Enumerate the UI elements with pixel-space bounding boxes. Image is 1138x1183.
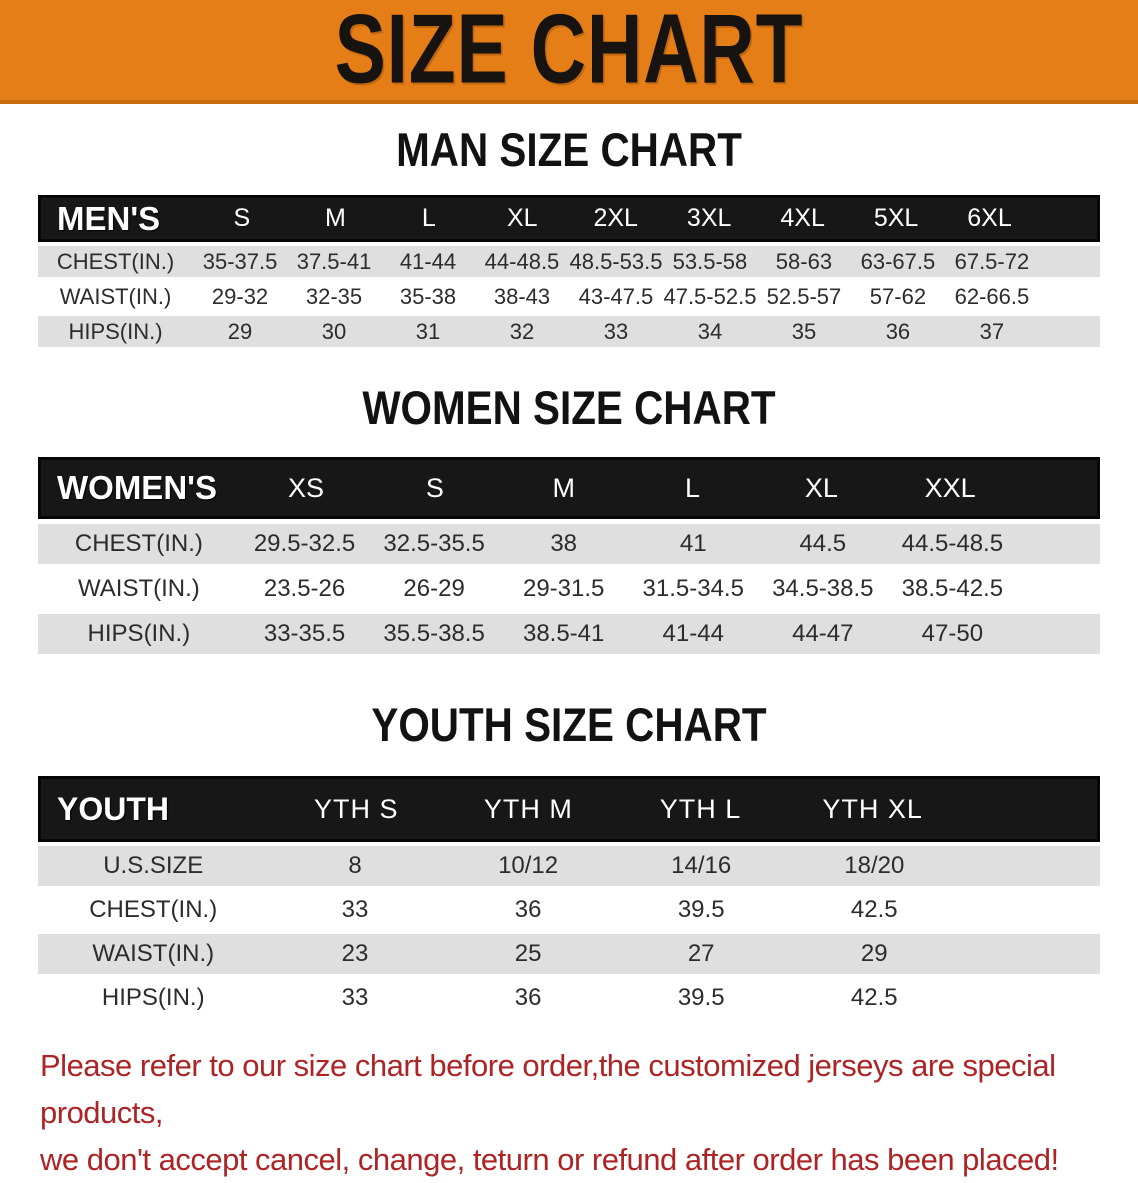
- men-value-cell-1-4: 43-47.5: [578, 283, 654, 309]
- youth-value-cell-1-3: 42.5: [850, 896, 898, 923]
- women-value-cell-1-3: 31.5-34.5: [642, 575, 744, 602]
- women-column-header-2: M: [552, 472, 575, 503]
- women-value-cell-2-0: 33-35.5: [263, 620, 346, 647]
- women-column-header-5: XXL: [924, 472, 976, 503]
- women-size-table: [38, 457, 1100, 654]
- men-row-label-1: WAIST(IN.): [59, 283, 172, 309]
- men-size-table: [38, 195, 1100, 347]
- men-row-1: [38, 281, 1100, 312]
- men-column-header-7: 5XL: [873, 204, 919, 232]
- men-value-cell-0-7: 63-67.5: [860, 248, 936, 274]
- youth-value-cell-0-2: 14/16: [671, 852, 732, 879]
- men-value-cell-2-4: 33: [603, 318, 629, 344]
- men-value-cell-2-0: 29: [227, 318, 253, 344]
- men-value-cell-0-3: 44-48.5: [484, 248, 560, 274]
- order-policy-line-2: we don't accept cancel, change, teturn or refund after order has been placed!: [40, 1142, 1059, 1177]
- men-value-cell-0-4: 48.5-53.5: [569, 248, 663, 274]
- youth-column-header-1: YTH M: [483, 793, 573, 824]
- men-value-cell-2-8: 37: [979, 318, 1005, 344]
- women-row-label-0: CHEST(IN.): [74, 530, 203, 557]
- women-row-label-1: WAIST(IN.): [78, 575, 200, 602]
- women-size-chart-heading: WOMEN SIZE CHART: [362, 381, 776, 434]
- women-value-cell-2-1: 35.5-38.5: [383, 620, 485, 647]
- men-value-cell-2-6: 35: [791, 318, 817, 344]
- men-value-cell-1-5: 47.5-52.5: [663, 283, 757, 309]
- order-policy-note: [40, 1042, 1138, 1183]
- youth-value-cell-2-2: 27: [687, 940, 715, 967]
- women-row-label-2: HIPS(IN.): [87, 620, 191, 647]
- women-column-header-0: XS: [288, 472, 325, 503]
- men-value-cell-1-7: 57-62: [869, 283, 927, 309]
- youth-table-header-row: [38, 776, 1100, 842]
- youth-column-header-0: YTH S: [313, 793, 399, 824]
- women-value-cell-1-2: 29-31.5: [522, 575, 605, 602]
- women-value-cell-2-2: 38.5-41: [522, 620, 605, 647]
- men-value-cell-0-8: 67.5-72: [954, 248, 1030, 274]
- women-value-cell-1-5: 38.5-42.5: [901, 575, 1004, 602]
- men-value-cell-2-7: 36: [885, 318, 911, 344]
- men-value-cell-0-1: 37.5-41: [296, 248, 372, 274]
- order-policy-line-1: Please refer to our size chart before order,the customized jerseys are special products,: [40, 1048, 1056, 1130]
- men-value-cell-1-0: 29-32: [211, 283, 269, 309]
- women-column-header-1: S: [425, 472, 444, 503]
- men-table-header-row: [38, 195, 1100, 242]
- men-value-cell-0-0: 35-37.5: [202, 248, 278, 274]
- youth-value-cell-0-0: 8: [348, 852, 362, 879]
- men-row-label-2: HIPS(IN.): [68, 318, 163, 344]
- youth-value-cell-3-0: 33: [341, 984, 369, 1011]
- youth-size-chart-heading: YOUTH SIZE CHART: [371, 698, 767, 751]
- men-row-2: [38, 316, 1100, 347]
- women-row-0: [38, 524, 1100, 564]
- youth-value-cell-2-0: 23: [341, 940, 369, 967]
- youth-row-label-3: HIPS(IN.): [101, 984, 205, 1011]
- women-value-cell-0-2: 38: [550, 530, 578, 557]
- men-column-header-8: 6XL: [967, 204, 1012, 232]
- youth-value-cell-1-2: 39.5: [677, 896, 725, 923]
- men-column-header-1: M: [324, 204, 346, 232]
- men-table-title-cell: MEN'S: [57, 199, 161, 237]
- youth-value-cell-1-0: 33: [341, 896, 369, 923]
- men-row-0: [38, 246, 1100, 277]
- men-value-cell-1-8: 62-66.5: [954, 283, 1030, 309]
- men-column-header-6: 4XL: [780, 204, 825, 232]
- women-value-cell-0-3: 41: [679, 530, 707, 557]
- youth-value-cell-2-3: 29: [860, 940, 888, 967]
- men-value-cell-0-6: 58-63: [775, 248, 833, 274]
- man-size-chart-heading: MAN SIZE CHART: [396, 123, 742, 176]
- women-row-2: [38, 614, 1100, 654]
- men-row-label-0: CHEST(IN.): [56, 248, 175, 274]
- youth-value-cell-0-1: 10/12: [498, 852, 559, 879]
- women-column-header-3: L: [685, 472, 701, 503]
- youth-value-cell-3-2: 39.5: [677, 984, 725, 1011]
- size-chart-banner: [0, 0, 1138, 104]
- women-value-cell-2-3: 41-44: [662, 620, 724, 647]
- youth-row-label-2: WAIST(IN.): [92, 940, 215, 967]
- women-value-cell-1-0: 23.5-26: [263, 575, 346, 602]
- men-value-cell-0-2: 41-44: [399, 248, 457, 274]
- women-column-header-4: XL: [804, 472, 838, 503]
- women-row-1: [38, 569, 1100, 609]
- women-value-cell-0-4: 44.5: [799, 530, 847, 557]
- men-value-cell-2-3: 32: [509, 318, 535, 344]
- men-column-header-4: 2XL: [593, 204, 638, 232]
- youth-row-3: [38, 978, 1100, 1018]
- men-value-cell-2-5: 34: [697, 318, 723, 344]
- youth-value-cell-3-1: 36: [514, 984, 542, 1011]
- youth-value-cell-0-3: 18/20: [844, 852, 905, 879]
- women-value-cell-1-1: 26-29: [403, 575, 465, 602]
- women-value-cell-0-1: 32.5-35.5: [383, 530, 485, 557]
- men-column-header-2: L: [421, 204, 436, 232]
- youth-column-header-2: YTH L: [659, 793, 742, 824]
- youth-row-label-0: U.S.SIZE: [103, 852, 204, 879]
- youth-size-table: [38, 776, 1100, 1018]
- women-value-cell-2-4: 44-47: [792, 620, 854, 647]
- women-value-cell-2-5: 47-50: [921, 620, 984, 647]
- men-value-cell-1-3: 38-43: [493, 283, 551, 309]
- men-value-cell-2-1: 30: [321, 318, 347, 344]
- men-value-cell-0-5: 53.5-58: [672, 248, 748, 274]
- youth-row-1: [38, 890, 1100, 930]
- youth-column-header-3: YTH XL: [822, 793, 923, 824]
- men-value-cell-2-2: 31: [415, 318, 441, 344]
- men-value-cell-1-1: 32-35: [305, 283, 363, 309]
- men-column-header-3: XL: [506, 204, 538, 232]
- youth-value-cell-3-3: 42.5: [850, 984, 898, 1011]
- youth-row-label-1: CHEST(IN.): [89, 896, 218, 923]
- women-table-title-cell: WOMEN'S: [57, 469, 218, 506]
- men-value-cell-1-6: 52.5-57: [766, 283, 842, 309]
- women-value-cell-0-5: 44.5-48.5: [901, 530, 1004, 557]
- women-table-header-row: [38, 457, 1100, 519]
- men-value-cell-1-2: 35-38: [399, 283, 457, 309]
- women-value-cell-0-0: 29.5-32.5: [253, 530, 356, 557]
- page-title: SIZE CHART: [334, 0, 804, 105]
- men-column-header-0: S: [233, 204, 251, 232]
- women-value-cell-1-4: 34.5-38.5: [772, 575, 874, 602]
- youth-value-cell-1-1: 36: [514, 896, 542, 923]
- men-column-header-5: 3XL: [686, 204, 732, 232]
- youth-row-0: [38, 846, 1100, 886]
- youth-table-title-cell: YOUTH: [57, 790, 169, 827]
- youth-value-cell-2-1: 25: [514, 940, 542, 967]
- youth-row-2: [38, 934, 1100, 974]
